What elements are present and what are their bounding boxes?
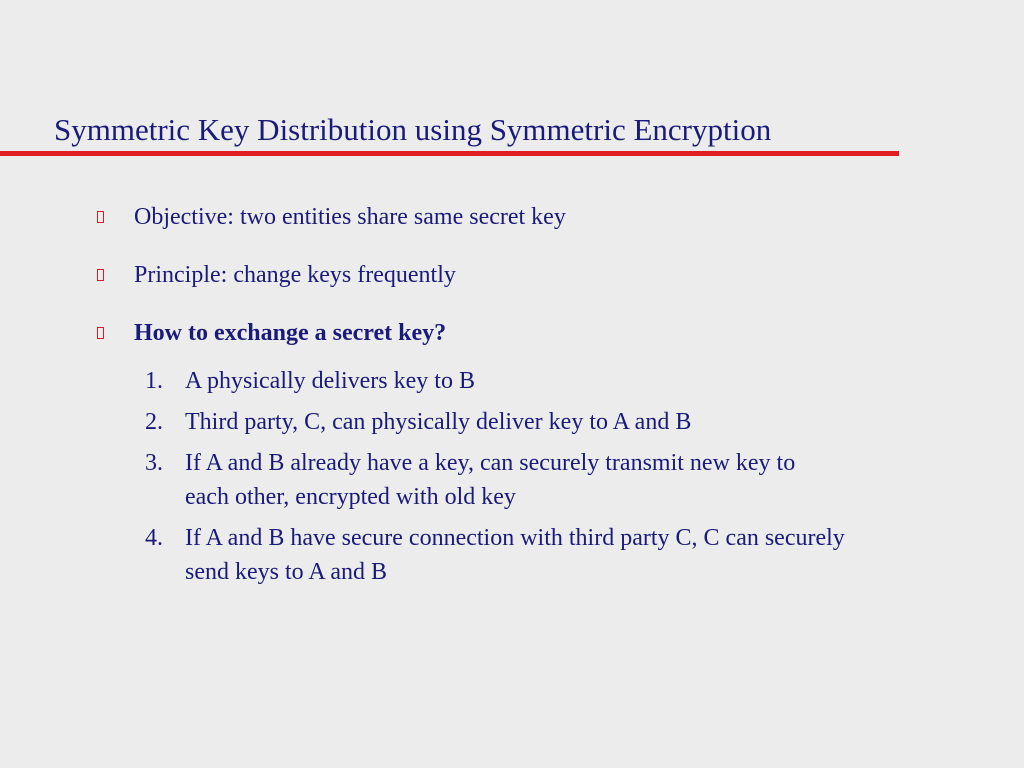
item-number: 1. [145, 368, 163, 394]
item-line: Third party, C, can physically deliver key to A and B [185, 409, 692, 435]
bullet-square-icon [97, 269, 104, 281]
slide-title: Symmetric Key Distribution using Symmetric Encryption [54, 112, 772, 147]
item-number: 3. [145, 450, 163, 476]
item-line: each other, encrypted with old key [185, 484, 516, 510]
item-text [185, 364, 985, 398]
item-text [185, 521, 985, 589]
item-line: If A and B already have a key, can securely transmit new key to [185, 450, 796, 476]
title-underline [0, 151, 899, 156]
item-text [185, 446, 985, 514]
bullet-item [0, 201, 1024, 233]
bullet-item [0, 317, 1024, 349]
bullet-text: How to exchange a secret key? [134, 320, 447, 346]
item-line: A physically delivers key to B [185, 368, 475, 394]
item-number: 4. [145, 525, 163, 551]
item-line: If A and B have secure connection with third party C, C can securely [185, 525, 845, 551]
bullet-item [0, 259, 1024, 291]
item-line: send keys to A and B [185, 559, 387, 585]
bullet-text: Principle: change keys frequently [134, 262, 456, 288]
bullet-square-icon [97, 211, 104, 223]
bullet-text: Objective: two entities share same secret key [134, 204, 566, 230]
item-text [185, 405, 985, 439]
item-number: 2. [145, 409, 163, 435]
bullet-square-icon [97, 327, 104, 339]
